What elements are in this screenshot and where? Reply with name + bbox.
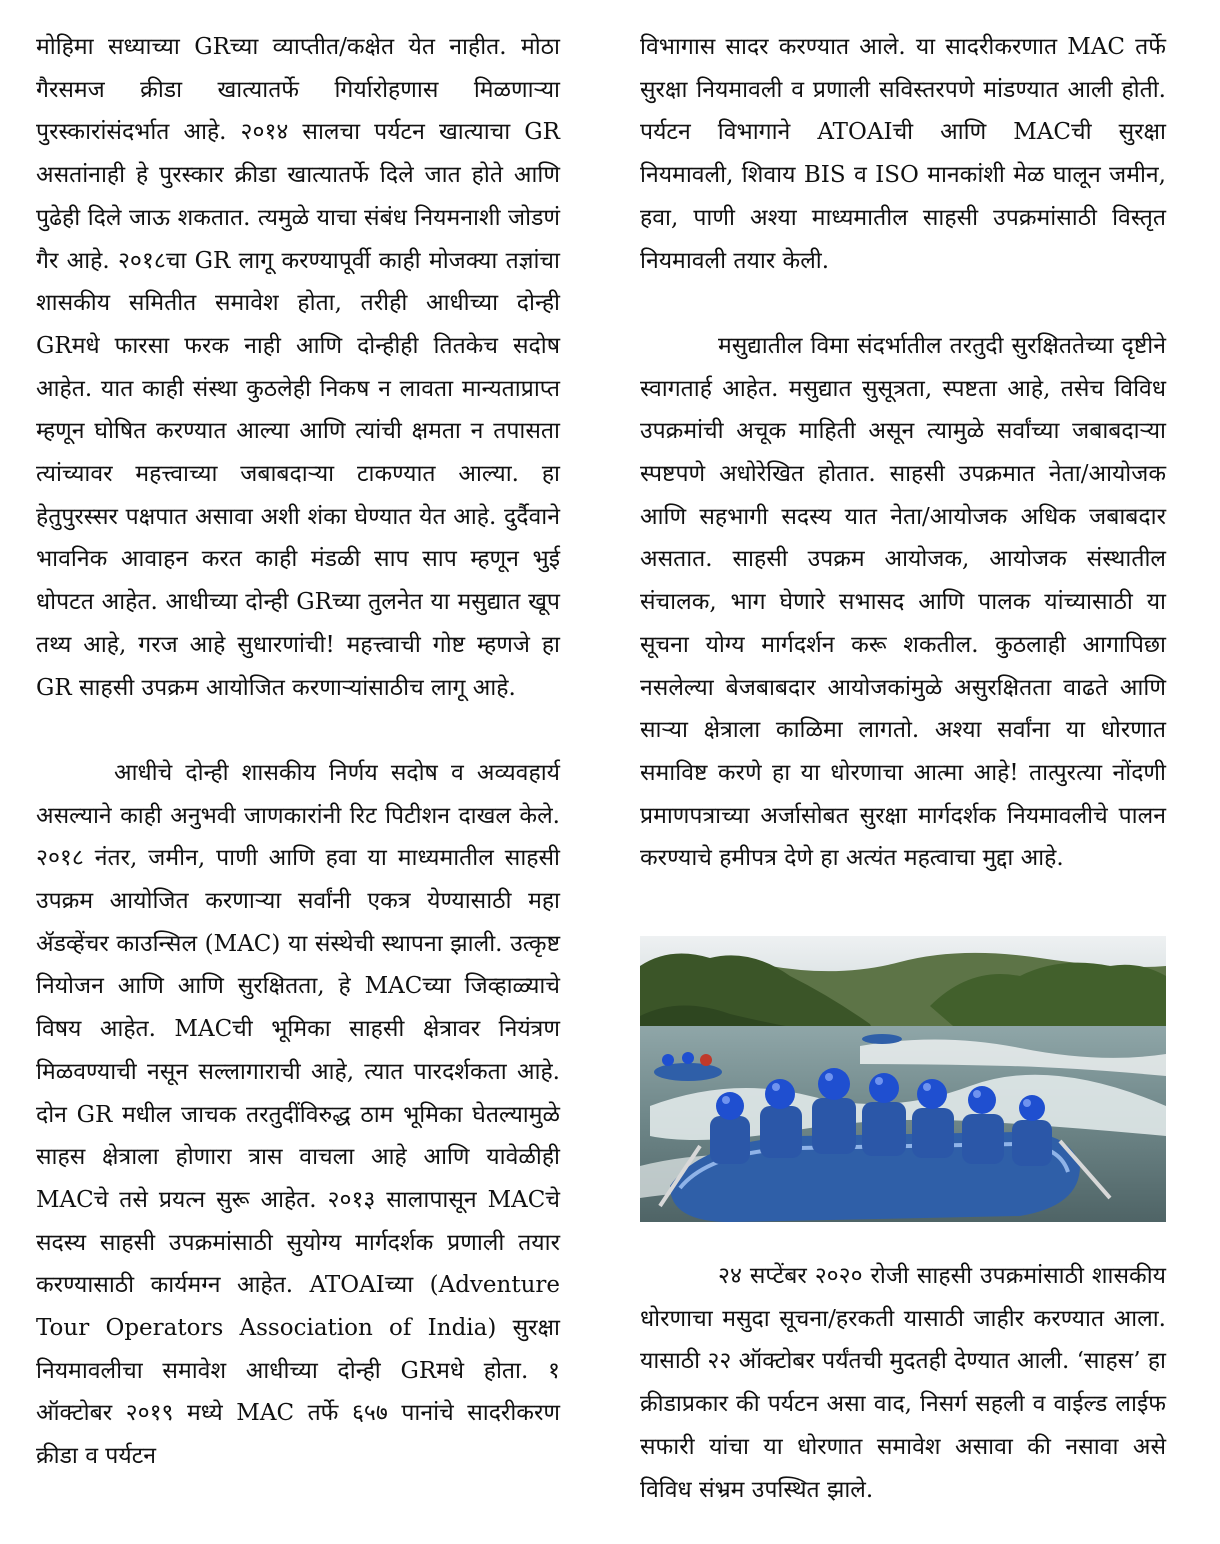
paragraph-mac-founding: आधीचे दोन्ही शासकीय निर्णय सदोष व अव्यवहार्य असल्याने काही अनुभवी जाणकारांनी रिट पिटीशन दाखल केले. २०१८ नंतर, जमीन, पाणी आणि हवा या माध्यमातील साहसी उपक्रम आयोजित करणाऱ्या सर्वांनी एकत्र येण्यासाठी महा ॲडव्हेंचर काउन्सिल (MAC) या संस्थेची स्थापना झाली. उत्कृष्ट नियोजन आणि आणि सुरक्षितता, हे MACच्या जिव्हाळ्याचे विषय आहेत. MACची भूमिका साहसी क्षेत्रावर नियंत्रण मिळवण्याची नसून सल्लागाराची आहे, त्यात पारदर्शकता आहे. दोन GR मधील जाचक तरतुदींविरुद्ध ठाम भूमिका घेतल्यामुळे साहस क्षेत्राला होणारा त्रास वाचला आहे आणि यावेळीही MACचे तसे प्रयत्न सुरू आहेत. २०१३ सालापासून MACचे सदस्य साहसी उपक्रमांसाठी सुयोग्य मार्गदर्शक प्रणाली तयार करण्यासाठी कार्यमग्न आहेत. ATOAIच्या (Adventure Tour Operators Association of India) सुरक्षा नियमावलीचा समावेश आधीच्या दोन्ही GRमधे होता. १ ऑक्टोबर २०१९ मध्ये MAC तर्फे ६५७ पानांचे सादरीकरण क्रीडा व पर्यटन <box>36 759 560 1470</box>
small-raft <box>654 1063 722 1081</box>
paragraph-draft-policy: २४ सप्टेंबर २०२० रोजी साहसी उपक्रमांसाठी शासकीय धोरणाचा मसुदा सूचना/हरकती यासाठी जाहीर करण्यात आला. यासाठी २२ ऑक्टोबर पर्यंतची मुदतही देण्यात आली. ‘साहस’ हा क्रीडाप्रकार की पर्यटन असा वाद, निसर्ग सहली व वाईल्ड लाईफ सफारी यांचा या धोरणात समावेश असावा की नसावा असे विविध संभ्रम उपस्थित झाले. <box>640 1263 1166 1503</box>
rafting-photo <box>640 936 1166 1222</box>
right-column <box>640 26 1166 880</box>
paragraph-presentation-continued: विभागास सादर करण्यात आले. या सादरीकरणात MAC तर्फे सुरक्षा नियमावली व प्रणाली सविस्तरपणे मांडण्यात आली होती. पर्यटन विभागाने ATOAIची आणि MACची सुरक्षा नियमावली, शिवाय BIS व ISO मानकांशी मेळ घालून जमीन, हवा, पाणी अश्या माध्यमातील साहसी उपक्रमांसाठी विस्तृत नियमावली तयार केली. <box>640 34 1166 274</box>
paragraph-gap <box>36 709 560 752</box>
paragraph-continued-mohima: मोहिमा सध्याच्या GRच्या व्याप्तीत/कक्षेत येत नाहीत. मोठा गैरसमज क्रीडा खात्यातर्फे गिर्यारोहणास मिळणाऱ्या पुरस्कारांसंदर्भात आहे. २०१४ सालचा पर्यटन खात्याचा GR असतांनाही हे पुरस्कार क्रीडा खात्यातर्फे दिले जात होते आणि पुढेही दिले जाऊ शकतात. त्यमुळे याचा संबंध नियमनाशी जोडणं गैर आहे. २०१८चा GR लागू करण्यापूर्वी काही मोजक्या तज्ञांचा शासकीय समितीत समावेश होता, तरीही आधीच्या दोन्ही GRमधे फारसा फरक नाही आणि दोन्हीही तितकेच सदोष आहेत. यात काही संस्था कुठलेही निकष न लावता मान्यताप्राप्त म्हणून घोषित करण्यात आल्या आणि त्यांची क्षमता न तपासता त्यांच्यावर महत्त्वाच्या जबाबदाऱ्या टाकण्यात आल्या. हा हेतुपुरस्सर पक्षपात असावा अशी शंका घेण्यात येत आहे. दुर्दैवाने भावनिक आवाहन करत काही मंडळी साप साप म्हणून भुई धोपटत आहेत. आधीच्या दोन्ही GRच्या तुलनेत या मसुद्यात खूप तथ्य आहे, गरज आहे सुधारणांची! महत्त्वाची गोष्ट म्हणजे हा GR साहसी उपक्रम आयोजित करणाऱ्यांसाठीच लागू आहे. <box>36 34 560 701</box>
left-column <box>36 26 560 1478</box>
right-column-bottom <box>640 1255 1166 1511</box>
distant-raft <box>862 1034 902 1044</box>
paragraph-insurance-provisions: मसुद्यातील विमा संदर्भातील तरतुदी सुरक्षिततेच्या दृष्टीने स्वागतार्ह आहेत. मसुद्यात सुसूत्रता, स्पष्टता आहे, तसेच विविध उपक्रमांची अचूक माहिती असून त्यामुळे सर्वांच्या जबाबदाऱ्या स्पष्टपणे अधोरेखित होतात. साहसी उपक्रमात नेता/आयोजक आणि सहभागी सदस्य यात नेता/आयोजक अधिक जबाबदार असतात. साहसी उपक्रम आयोजक, आयोजक संस्थातील संचालक, भाग घेणारे सभासद आणि पालक यांच्यासाठी या सूचना योग्य मार्गदर्शन करू शकतील. कुठलाही आगापिछा नसलेल्या बेजबाबदार आयोजकांमुळे असुरक्षितता वाढते आणि साऱ्या क्षेत्राला काळिमा लागतो. अश्या सर्वांना या धोरणात समाविष्ट करणे हा या धोरणाचा आत्मा आहे! तात्पुरत्या नोंदणी प्रमाणपत्राच्या अर्जासोबत सुरक्षा मार्गदर्शक नियमावलीचे पालन करण्याचे हमीपत्र देणे हा अत्यंत महत्वाचा मुद्दा आहे. <box>640 332 1166 872</box>
paragraph-gap <box>640 282 1166 325</box>
